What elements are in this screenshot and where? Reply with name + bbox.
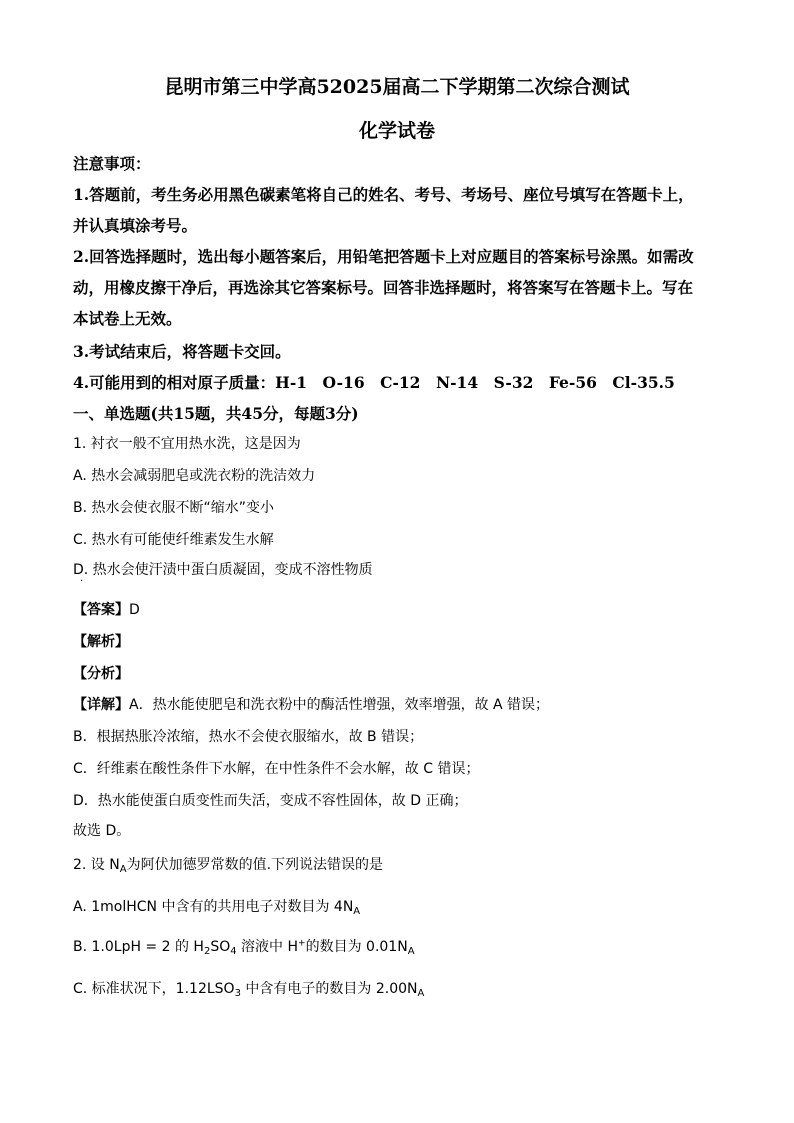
q2-c-pre: C. 标准状况下，1.12LSO [73,981,235,997]
analysis-label: 【解析】 [73,634,129,650]
q2-c-sub: A [417,988,425,999]
exam-title: 昆明市第三中学高52025届高二下学期第二次综合测试 [164,76,630,98]
q2-b-so: SO [210,939,231,955]
q1-option-c: C. 热水有可能使纤维素发生水解 [73,532,274,548]
q2-option-c [73,978,424,999]
notes-line-3: 3.考试结束后，将答题卡交回。 [73,342,291,361]
notes-line-2: 2.回答选择题时，选出每小题答案后，用铅笔把答题卡上对应题目的答案标号涂黑。如需改 [73,247,694,266]
q2-c-so-sub: 3 [234,988,241,999]
detail-label: 【详解】 [73,697,129,713]
q2-b-post: 的数目为 0.01N [305,939,408,955]
notes-line-2b: 动，用橡皮擦干净后，再选涂其它答案标号。回答非选择题时，将答案写在答题卡上。写在 [73,278,694,297]
q2-na-sub: A [119,864,127,875]
answer-label: 【答案】 [73,602,129,618]
q1-option-b: B. 热水会使衣服不断“缩水”变小 [73,500,275,516]
q2-b-h-sub: 2 [203,946,211,957]
notes-line-4: 4.可能用到的相对原子质量：H-1 O-16 C-12 N-14 S-32 Fe-56 Cl-35.5 [73,373,675,392]
q2-b-so-sub: 4 [230,946,237,957]
exam-subtitle: 化学试卷 [358,120,435,142]
q1-answer [73,599,140,619]
q2-option-a [73,896,360,917]
answer-value: D [129,602,140,618]
q2-stem [73,854,383,875]
detail-line-c: C．纤维素在酸性条件下水解，在中性条件不会水解，故 C 错误； [73,761,480,777]
q1-stem: 1. 衬衣一般不宜用热水洗，这是因为 [73,436,301,452]
q2-a-text: A. 1molHCN 中含有的共用电子对数目为 4N [73,899,354,915]
notes-heading: 注意事项： [73,154,151,173]
detail-line-b: B．根据热胀冷浓缩，热水不会使衣服缩水，故 B 错误； [73,729,424,745]
notes-line-2c: 本试卷上无效。 [73,309,182,328]
q2-a-sub: A [353,906,361,917]
section-heading: 一、单选题(共15题，共45分，每题3分) [73,404,359,423]
q2-b-sub: A [407,946,415,957]
conclusion: 故选 D。 [73,823,131,839]
stray-dot: · [80,576,84,587]
q2-stem-pre: 2. 设 [73,857,110,873]
q2-b-plus: + [298,938,306,949]
detail-a-text: A．热水能使肥皂和洗衣粉中的酶活性增强，效率增强，故 A 错误； [129,697,550,713]
q2-b-mid: 溶液中 H [236,939,299,955]
q1-option-a: A. 热水会减弱肥皂或洗衣粉的洗洁效力 [73,468,316,484]
detail-line-d: D．热水能使蛋白质变性而失活，变成不容性固体，故 D 正确； [73,793,468,809]
q2-option-b [73,936,415,957]
notes-line-1: 1.答题前，考生务必用黑色碳素笔将自己的姓名、考号、考场号、座位号填写在答题卡上， [73,185,694,204]
notes-line-1b: 并认真填涂考号。 [73,216,198,235]
q2-stem-post: 为阿伏加德罗常数的值.下列说法错误的是 [126,857,384,873]
q2-b-pre: B. 1.0LpH = 2 的 H [73,939,204,955]
q2-na: N [109,857,120,873]
q1-option-d: D. 热水会使汗渍中蛋白质凝固，变成不溶性物质 [73,562,373,578]
fenxi-label: 【分析】 [73,666,129,682]
q2-c-mid: 中含有电子的数目为 2.00N [240,981,418,997]
detail-line-a [73,694,549,714]
